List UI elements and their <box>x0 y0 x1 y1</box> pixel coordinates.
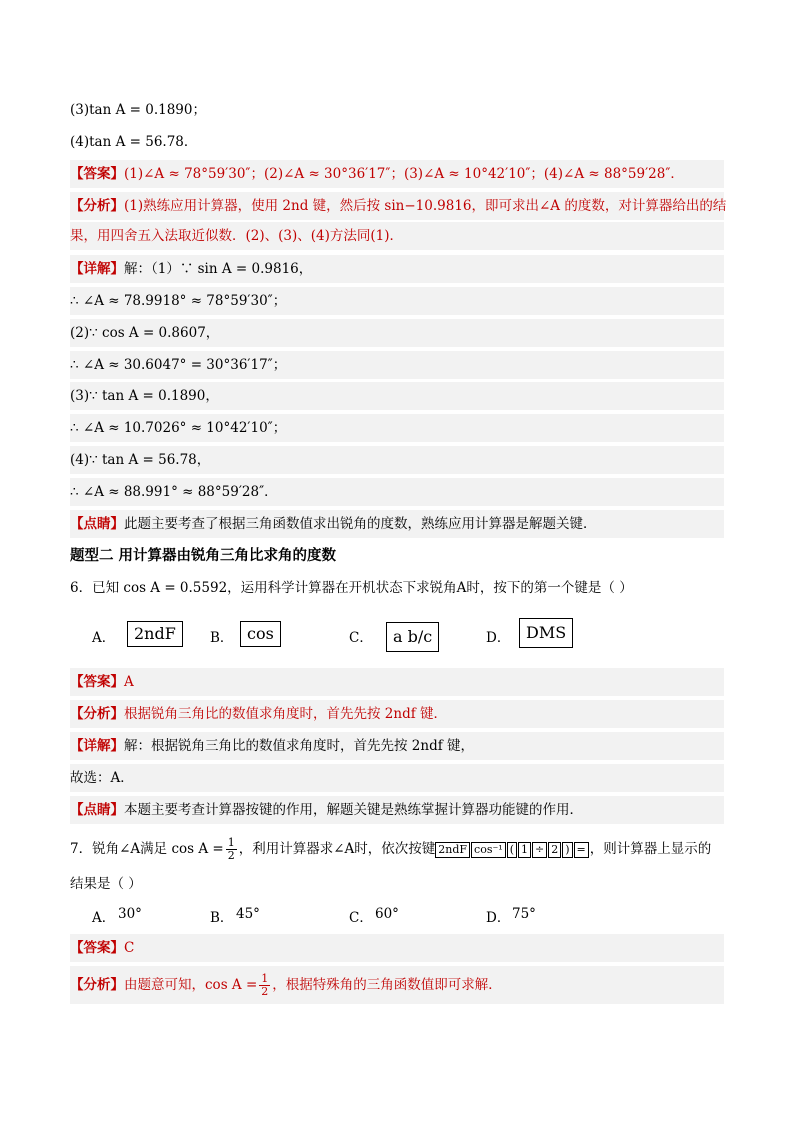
analysis-text: 由题意可知，cos A = <box>124 977 258 993</box>
question-7-stem-cont: 结果是（ ） <box>70 876 142 892</box>
key-fraction-icon: a b/c <box>386 622 439 652</box>
question-7-stem <box>70 833 724 865</box>
detail-line: ∴ ∠A ≈ 30.6047° = 30°36′17″； <box>70 351 724 379</box>
point-block <box>70 510 724 538</box>
stem-text: ，则计算器上显示的 <box>589 841 712 857</box>
key-cos-icon: cos <box>240 621 281 647</box>
option-letter: B． <box>210 910 234 926</box>
key-right-paren-icon: ) <box>562 842 572 858</box>
key-equals-icon: = <box>574 842 589 858</box>
point-text: 此题主要考查了根据三角函数值求出锐角的度数，熟练应用计算器是解题关键． <box>124 516 597 532</box>
fraction <box>226 837 237 862</box>
q6-analysis-block <box>70 700 724 728</box>
option-value: 45° <box>236 906 260 922</box>
analysis-tag: 【分析】 <box>70 977 124 993</box>
key-dms-icon: DMS <box>519 618 573 648</box>
stem-text: ，利用计算器求∠A时，依次按键 <box>238 841 436 857</box>
point-tag: 【点睛】 <box>70 802 124 818</box>
key-left-paren-icon: ( <box>507 842 517 858</box>
stem-text: 7．锐角∠A满足 cos A = <box>70 841 224 857</box>
analysis-text-cont: 果，用四舍五入法取近似数．(2)、(3)、(4)方法同(1)． <box>70 228 403 244</box>
fraction <box>259 973 270 998</box>
detail-text: 解：（1）∵ sin A = 0.9816， <box>124 261 313 277</box>
fraction-numerator: 1 <box>227 836 235 849</box>
point-text: 本题主要考查计算器按键的作用，解题关键是熟练掌握计算器功能键的作用． <box>124 802 583 818</box>
text-line: (3)tan A = 0.1890； <box>70 102 206 118</box>
q7-analysis-block <box>70 966 724 1004</box>
option-value: 75° <box>512 906 536 922</box>
option-letter: D． <box>486 910 511 926</box>
q6-answer-block <box>70 668 724 696</box>
detail-line: ∴ ∠A ≈ 10.7026° ≈ 10°42′10″； <box>70 414 724 442</box>
analysis-continued <box>70 222 724 250</box>
detail-line: ∴ ∠A ≈ 78.9918° ≈ 78°59′30″； <box>70 287 724 315</box>
key-sequence <box>435 841 589 857</box>
key-2ndf-icon: 2ndF <box>435 842 470 858</box>
answer-block <box>70 160 724 188</box>
fraction-numerator: 1 <box>261 972 269 985</box>
option-letter: A． <box>92 630 116 646</box>
key-arccos-icon: cos⁻¹ <box>471 842 506 858</box>
option-letter: C． <box>349 630 373 646</box>
answer-text: A <box>124 674 134 690</box>
option-letter: B． <box>210 630 234 646</box>
detail-line: (2)∵ cos A = 0.8607， <box>70 319 724 347</box>
detail-line: (3)∵ tan A = 0.1890， <box>70 382 724 410</box>
key-one-icon: 1 <box>518 842 531 858</box>
answer-text: C <box>124 940 135 956</box>
q6-choose-line: 故选：A． <box>70 764 724 792</box>
analysis-text: 根据锐角三角比的数值求角度时，首先先按 2ndf 键． <box>124 706 448 722</box>
option-letter: C． <box>349 910 373 926</box>
answer-tag: 【答案】 <box>70 674 124 690</box>
q6-detail-block <box>70 732 724 760</box>
detail-tag: 【详解】 <box>70 261 124 277</box>
analysis-text: ，根据特殊角的三角函数值即可求解． <box>272 977 502 993</box>
q7-answer-block <box>70 934 724 962</box>
question-6-stem: 6．已知 cos A = 0.5592，运用科学计算器在开机状态下求锐角A时，按下的第一个键是（ ） <box>70 580 633 596</box>
key-2ndf-icon: 2ndF <box>127 621 183 647</box>
option-letter: D． <box>486 630 511 646</box>
detail-text: 解：根据锐角三角比的数值求角度时，首先先按 2ndf 键， <box>124 738 475 754</box>
key-two-icon: 2 <box>548 842 561 858</box>
point-tag: 【点睛】 <box>70 516 124 532</box>
option-value: 60° <box>375 906 399 922</box>
option-letter: A． <box>92 910 116 926</box>
q6-point-block <box>70 796 724 824</box>
detail-line: (4)∵ tan A = 56.78， <box>70 446 724 474</box>
section-heading: 题型二 用计算器由锐角三角比求角的度数 <box>70 547 337 564</box>
answer-text: (1)∠A ≈ 78°59′30″；(2)∠A ≈ 30°36′17″；(3)∠A ≈ 10°42′10″；(4)∠A ≈ 88°59′28″． <box>124 166 684 182</box>
answer-tag: 【答案】 <box>70 940 124 956</box>
detail-tag: 【详解】 <box>70 738 124 754</box>
answer-tag: 【答案】 <box>70 166 124 182</box>
analysis-text: (1)熟练应用计算器，使用 2nd 键，然后按 sin−10.9816，即可求出∠A 的度数，对计算器给出的结 <box>124 198 727 214</box>
key-divide-icon: ÷ <box>532 842 547 858</box>
text-line: (4)tan A = 56.78． <box>70 134 198 150</box>
analysis-tag: 【分析】 <box>70 198 124 214</box>
analysis-tag: 【分析】 <box>70 706 124 722</box>
analysis-block <box>70 192 727 220</box>
detail-block <box>70 255 724 283</box>
option-value: 30° <box>118 906 142 922</box>
detail-line: ∴ ∠A ≈ 88.991° ≈ 88°59′28″． <box>70 478 724 506</box>
fraction-denominator: 2 <box>261 985 269 998</box>
fraction-denominator: 2 <box>227 849 235 862</box>
